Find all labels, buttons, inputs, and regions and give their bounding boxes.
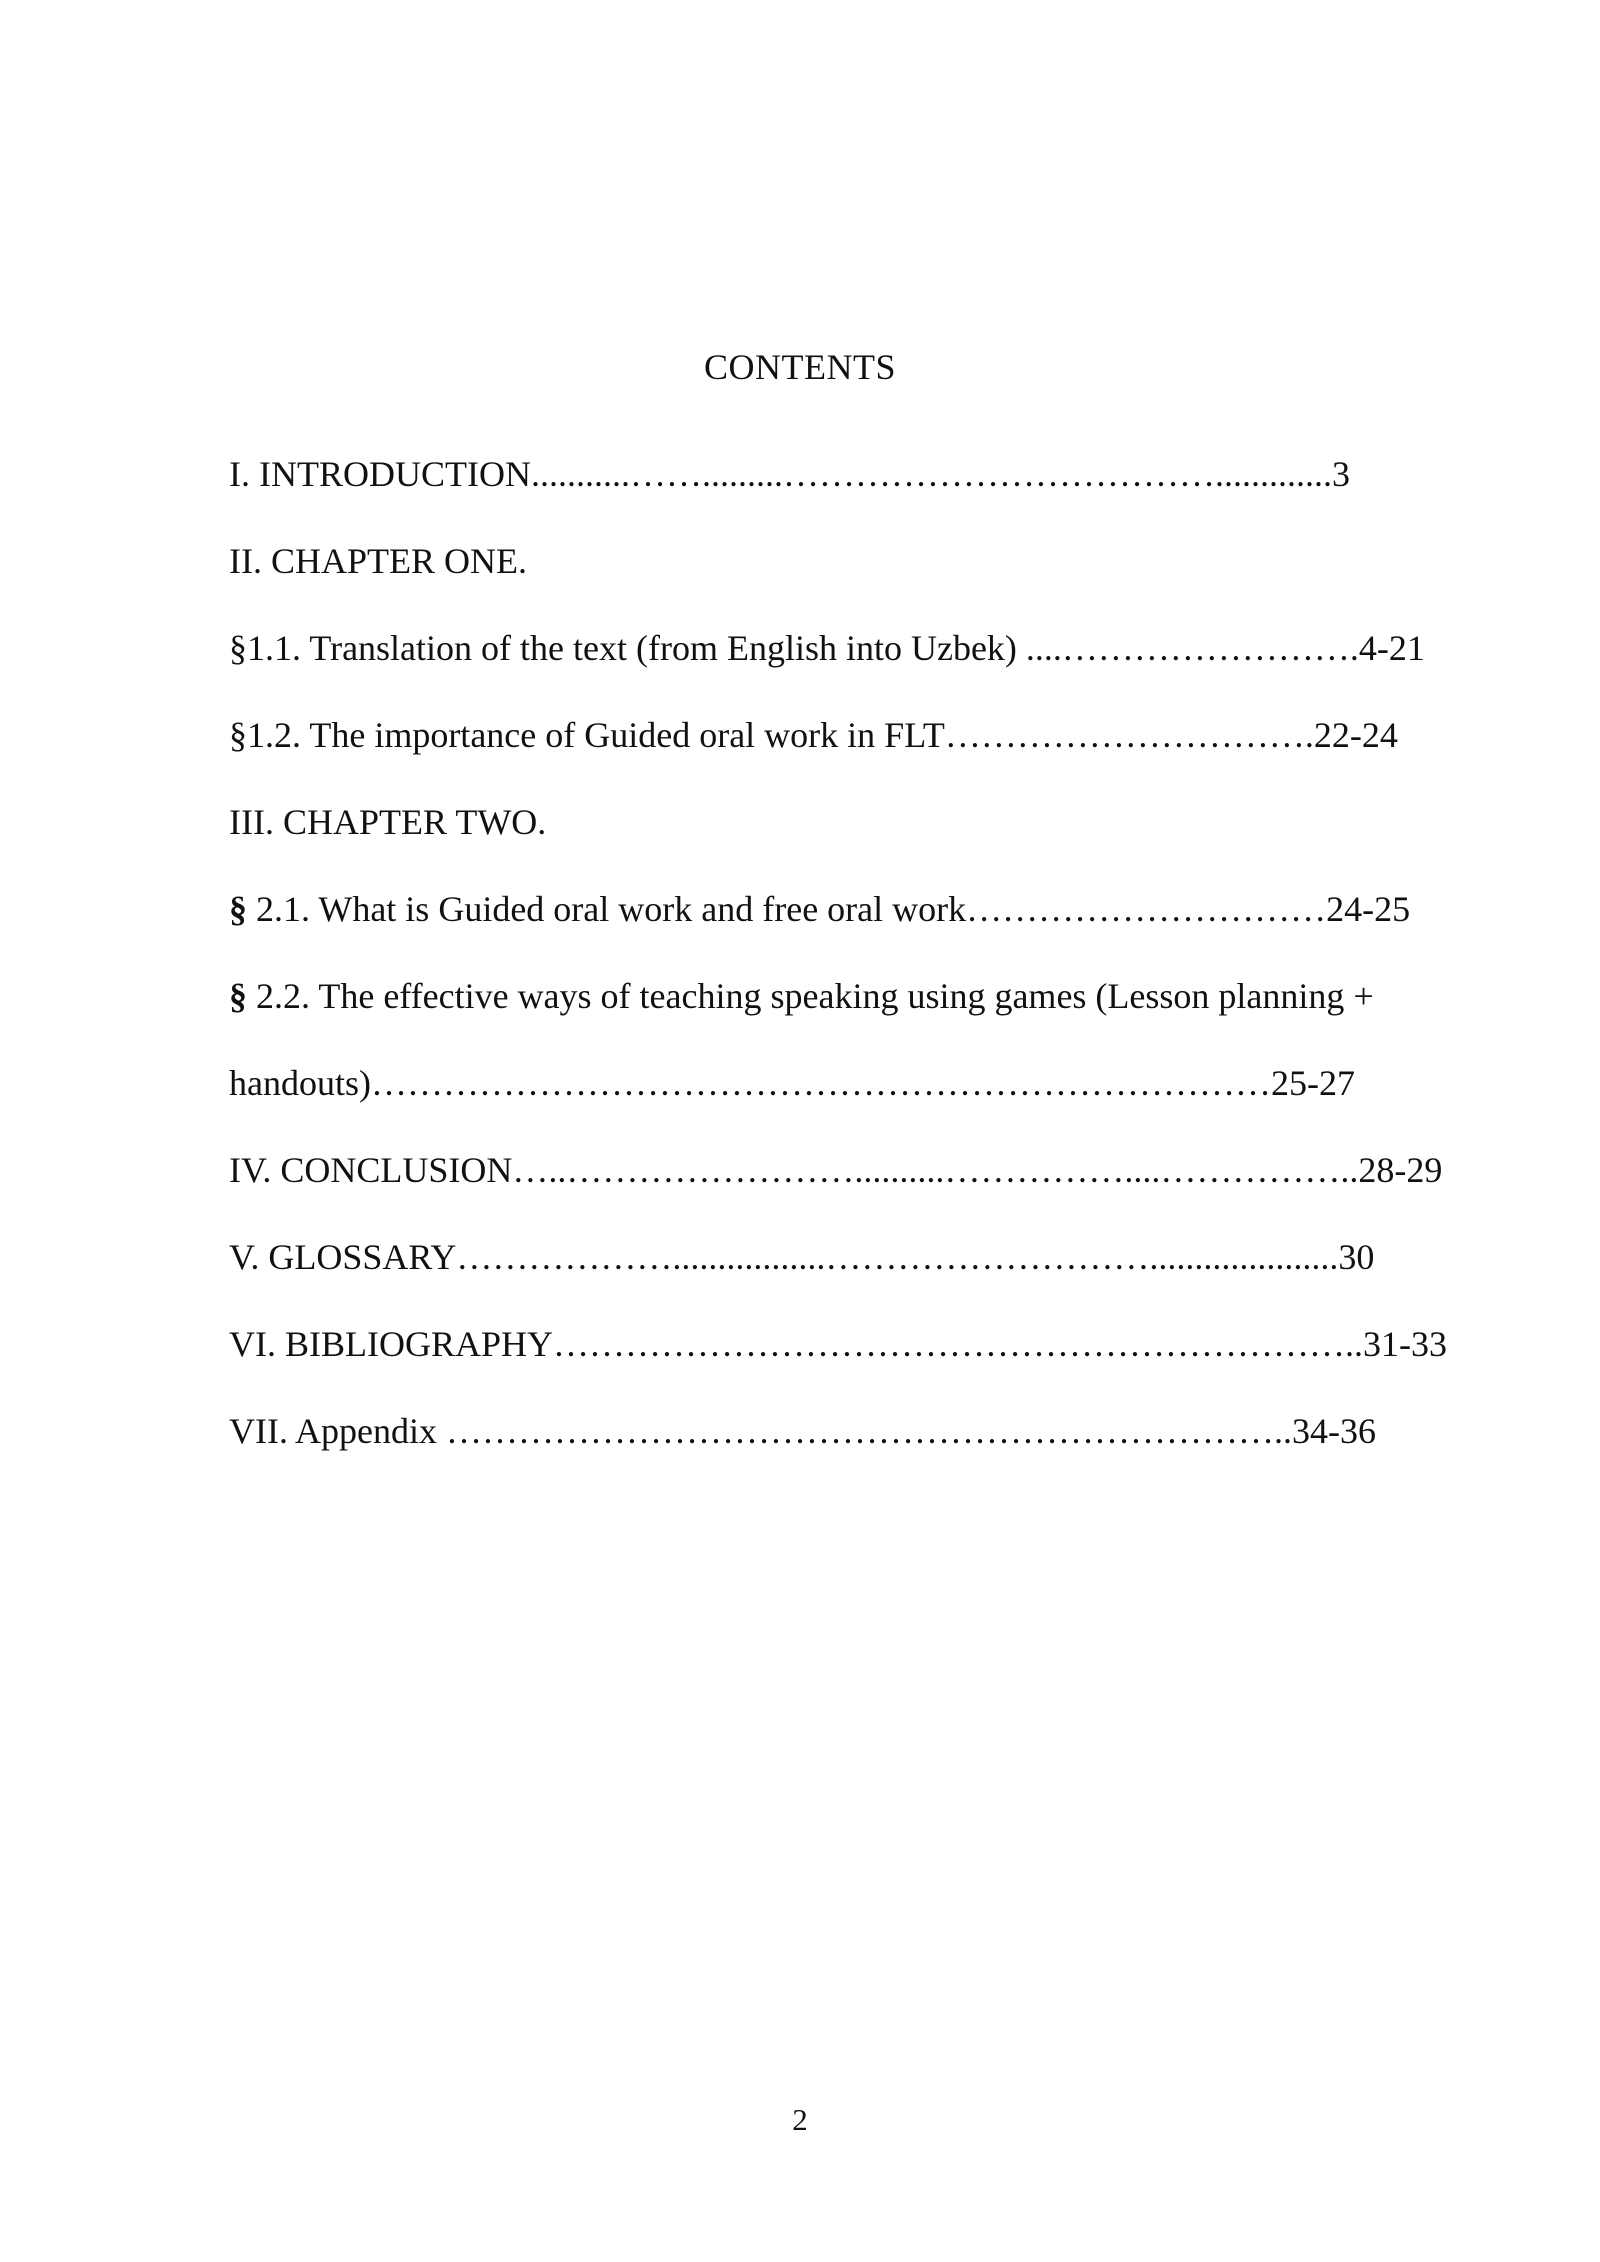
toc-entry-text: I. INTRODUCTION...........…….........……………………………….............3: [229, 454, 1350, 494]
contents-title: CONTENTS: [704, 347, 896, 387]
toc-entry-section-2-2: [229, 953, 1529, 1040]
page-number: 2: [792, 2102, 808, 2137]
table-of-contents: [229, 431, 1529, 1475]
toc-entry-text: 2.2. The effective ways of teaching speaking using games (Lesson planning +: [247, 976, 1374, 1016]
toc-entry-text: III. CHAPTER TWO.: [229, 802, 547, 842]
toc-entry-bibliography: [229, 1301, 1529, 1388]
toc-entry-text: V. GLOSSARY……………….................……………………….....................30: [229, 1237, 1375, 1277]
section-sign: §: [229, 976, 247, 1016]
toc-entry-text: §1.2. The importance of Guided oral work in FLT………………………….22-24: [229, 715, 1398, 755]
toc-entry-glossary: [229, 1214, 1529, 1301]
toc-entry-section-1-2: [229, 692, 1529, 779]
toc-entry-text: handouts)…………………………………………………………………25-27: [229, 1063, 1355, 1103]
toc-entry-section-2-2-continued: [229, 1040, 1529, 1127]
toc-entry-text: §1.1. Translation of the text (from English into Uzbek) ....…………………….4-21: [229, 628, 1425, 668]
toc-entry-text: IV. CONCLUSION…..……………………..........……………....……………..28-29: [229, 1150, 1443, 1190]
section-sign: §: [229, 889, 247, 929]
toc-entry-introduction: [229, 431, 1529, 518]
toc-entry-text: II. CHAPTER ONE.: [229, 541, 527, 581]
toc-entry-chapter-one: [229, 518, 1529, 605]
toc-entry-section-1-1: [229, 605, 1529, 692]
toc-entry-appendix: [229, 1388, 1529, 1475]
toc-entry-section-2-1: [229, 866, 1529, 953]
toc-entry-conclusion: [229, 1127, 1529, 1214]
toc-entry-text: VII. Appendix ……………………………………………………………..34-36: [229, 1411, 1376, 1451]
toc-entry-text: 2.1. What is Guided oral work and free oral work…………………………24-25: [247, 889, 1411, 929]
toc-entry-chapter-two: [229, 779, 1529, 866]
toc-entry-text: VI. BIBLIOGRAPHY…………………………………………………………..31-33: [229, 1324, 1447, 1364]
